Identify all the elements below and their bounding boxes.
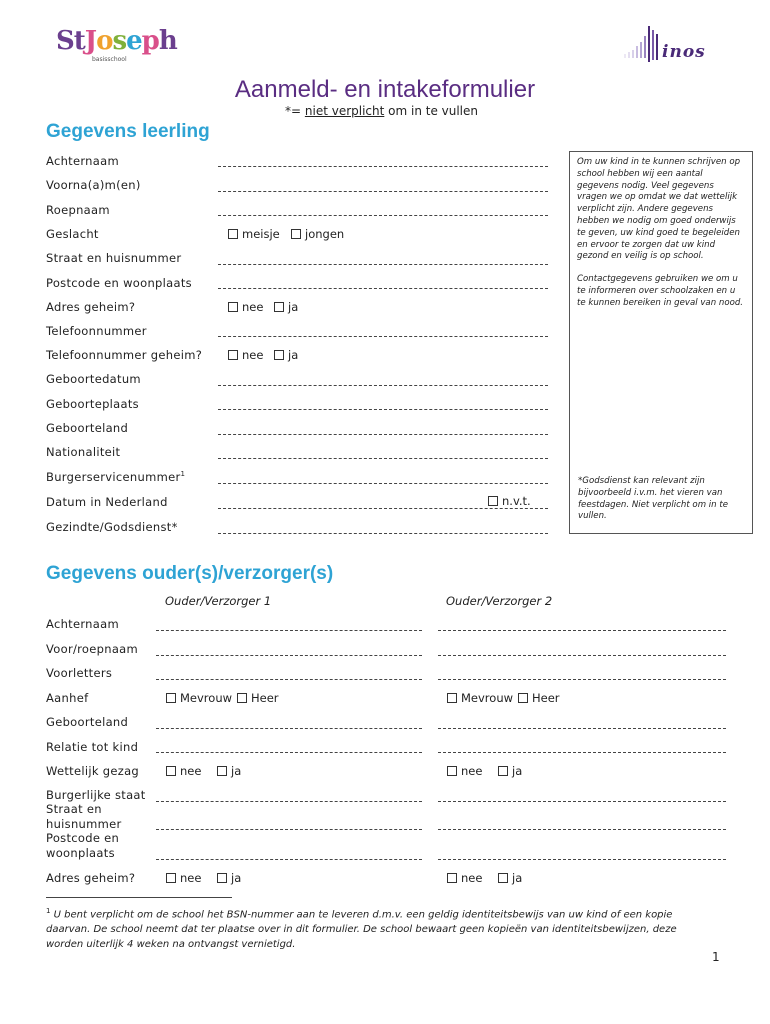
option-meisje-label: meisje xyxy=(242,227,280,241)
column-header-ouder-1: Ouder/Verzorger 1 xyxy=(165,594,272,608)
subtitle-underlined: niet verplicht xyxy=(304,104,385,118)
label-ouder-voornaam: Voor/roepnaam xyxy=(46,642,139,656)
label-ouder-relatie: Relatie tot kind xyxy=(46,740,139,754)
label-straat: Straat en huisnummer xyxy=(46,251,182,265)
info-note-paragraph-1: Om uw kind in te kunnen schrijven op school hebben wij een aantal gegevens nodig. Veel gegevens vragen we op omdat we dat wettelijk verplicht zijn. Andere gegevens hebben we nodig om goed onderwijs te geven, uw kind goed te begeleiden en ervoor te zorgen dat uw kind gezond en veilig is op school. xyxy=(577,157,741,262)
checkbox-ouder1-mevrouw[interactable] xyxy=(166,693,176,703)
option-adres-ja[interactable] xyxy=(274,300,298,314)
footnote-divider xyxy=(46,897,232,898)
option-jongen-label: jongen xyxy=(305,227,345,241)
label-nationaliteit: Nationaliteit xyxy=(46,445,121,459)
input-ouder2-postcode[interactable] xyxy=(438,859,726,860)
label-ouder-geboorteland: Geboorteland xyxy=(46,715,129,729)
label-datum-nl: Datum in Nederland xyxy=(46,495,168,509)
label-ouder-straat: Straat en xyxy=(46,802,102,816)
label-ouder-gezag: Wettelijk gezag xyxy=(46,764,140,778)
input-ouder2-burgerlijke-staat[interactable] xyxy=(438,801,726,802)
option-tel-nee[interactable] xyxy=(228,348,263,362)
checkbox-ouder2-heer[interactable] xyxy=(518,693,528,703)
input-telefoon[interactable] xyxy=(218,336,548,337)
input-roepnaam[interactable] xyxy=(218,215,548,216)
checkbox-ouder1-gezag-nee[interactable] xyxy=(166,766,176,776)
input-ouder2-geboorteland[interactable] xyxy=(438,728,726,729)
option-jongen[interactable] xyxy=(291,227,344,241)
input-ouder1-relatie[interactable] xyxy=(156,752,422,753)
footnote xyxy=(46,904,706,952)
checkbox-ouder1-heer[interactable] xyxy=(237,693,247,703)
bsn-footnote-ref: 1 xyxy=(180,470,186,479)
checkbox-ouder2-adres-nee[interactable] xyxy=(447,873,457,883)
input-nationaliteit[interactable] xyxy=(218,458,548,459)
option-tel-ja-label: ja xyxy=(288,348,299,362)
input-geboorteplaats[interactable] xyxy=(218,409,548,410)
checkbox-ouder2-mevrouw[interactable] xyxy=(447,693,457,703)
inos-logo xyxy=(608,24,720,68)
option-ouder2-heer-label: Heer xyxy=(532,691,560,705)
section-heading-leerling: Gegevens leerling xyxy=(46,121,210,142)
option-nvt[interactable] xyxy=(488,494,531,508)
option-meisje[interactable] xyxy=(228,227,280,241)
label-gezindte: Gezindte/Godsdienst* xyxy=(46,520,178,534)
checkbox-ouder1-adres-nee[interactable] xyxy=(166,873,176,883)
option-ouder1-adres-nee-label: nee xyxy=(180,871,202,885)
label-ouder-adres-geheim: Adres geheim? xyxy=(46,871,136,885)
info-note-box xyxy=(569,151,753,534)
footnote-number: 1 xyxy=(46,907,51,915)
input-postcode[interactable] xyxy=(218,288,548,289)
input-straat[interactable] xyxy=(218,264,548,265)
option-ouder2-adres-nee-label: nee xyxy=(461,871,483,885)
option-nvt-label: n.v.t. xyxy=(502,494,531,508)
footnote-text: U bent verplicht om de school het BSN-nummer aan te leveren d.m.v. een geldig identiteitsbewijs van uw kind of een kopie daarvan. De school neemt dat ter plaatse over in dit formulier. De school bewaart geen kopieën van identiteitsbewijzen, deze worden uiterlijk 4 weken na ontvangst vernietigd. xyxy=(46,909,677,951)
input-ouder1-postcode[interactable] xyxy=(156,859,422,860)
input-ouder2-voornaam[interactable] xyxy=(438,655,726,656)
school-logo-subtitle: basisschool xyxy=(92,56,127,63)
page-number: 1 xyxy=(712,950,720,964)
option-ouder1-heer[interactable] xyxy=(237,691,279,705)
option-ouder1-adres-ja-label: ja xyxy=(231,871,242,885)
input-geboorteland[interactable] xyxy=(218,434,548,435)
option-ouder1-gezag-ja-label: ja xyxy=(231,764,242,778)
input-ouder2-achternaam[interactable] xyxy=(438,630,726,631)
checkbox-tel-nee[interactable] xyxy=(228,350,238,360)
input-ouder1-burgerlijke-staat[interactable] xyxy=(156,801,422,802)
input-ouder1-straat[interactable] xyxy=(156,829,422,830)
column-header-ouder-2: Ouder/Verzorger 2 xyxy=(446,594,553,608)
option-adres-nee[interactable] xyxy=(228,300,263,314)
option-ouder2-mevrouw-label: Mevrouw xyxy=(461,691,514,705)
section-heading-ouders: Gegevens ouder(s)/verzorger(s) xyxy=(46,563,334,584)
option-ouder1-gezag-nee[interactable] xyxy=(166,764,201,778)
label-ouder-postcode: Postcode en xyxy=(46,831,120,845)
input-ouder1-geboorteland[interactable] xyxy=(156,728,422,729)
checkbox-ouder2-gezag-ja[interactable] xyxy=(498,766,508,776)
label-voornamen: Voorna(a)m(en) xyxy=(46,178,141,192)
option-ouder1-adres-ja[interactable] xyxy=(217,871,241,885)
label-ouder-aanhef: Aanhef xyxy=(46,691,89,705)
label-ouder-burgerlijke-staat: Burgerlijke staat xyxy=(46,788,146,802)
label-adres-geheim: Adres geheim? xyxy=(46,300,136,314)
input-ouder2-straat[interactable] xyxy=(438,829,726,830)
checkbox-jongen[interactable] xyxy=(291,229,301,239)
label-geboortedatum: Geboortedatum xyxy=(46,372,141,386)
checkbox-ouder2-adres-ja[interactable] xyxy=(498,873,508,883)
checkbox-meisje[interactable] xyxy=(228,229,238,239)
page-subtitle xyxy=(285,104,478,118)
input-ouder1-achternaam[interactable] xyxy=(156,630,422,631)
input-ouder2-relatie[interactable] xyxy=(438,752,726,753)
option-ouder1-mevrouw[interactable] xyxy=(166,691,232,705)
option-adres-nee-label: nee xyxy=(242,300,264,314)
page-title: Aanmeld- en intakeformulier xyxy=(234,76,536,103)
inos-logo-mark xyxy=(608,24,668,68)
option-ouder1-gezag-ja[interactable] xyxy=(217,764,241,778)
label-geboorteplaats: Geboorteplaats xyxy=(46,397,139,411)
label-ouder-woonplaats: woonplaats xyxy=(46,846,115,860)
input-bsn[interactable] xyxy=(218,483,548,484)
label-geslacht: Geslacht xyxy=(46,227,99,241)
school-logo xyxy=(56,26,177,70)
checkbox-ouder1-gezag-ja[interactable] xyxy=(217,766,227,776)
option-ouder2-heer[interactable] xyxy=(518,691,560,705)
option-tel-nee-label: nee xyxy=(242,348,264,362)
input-ouder1-voornaam[interactable] xyxy=(156,655,422,656)
checkbox-nvt[interactable] xyxy=(488,496,498,506)
label-roepnaam: Roepnaam xyxy=(46,203,110,217)
label-telefoon: Telefoonnummer xyxy=(46,324,147,338)
option-ouder2-adres-ja[interactable] xyxy=(498,871,522,885)
info-note-paragraph-3: *Godsdienst kan relevant zijn bijvoorbeeld i.v.m. het vieren van feestdagen. Niet verplicht om in te vullen. xyxy=(578,476,729,522)
option-ouder2-gezag-ja[interactable] xyxy=(498,764,522,778)
info-note-paragraph-2: Contactgegevens gebruiken we om u te informeren over schoolzaken en u te kunnen bereiken in geval van nood. xyxy=(577,274,744,308)
option-ouder1-gezag-nee-label: nee xyxy=(180,764,202,778)
subtitle-prefix: *= xyxy=(285,104,305,118)
label-postcode: Postcode en woonplaats xyxy=(46,276,192,290)
checkbox-adres-ja[interactable] xyxy=(274,302,284,312)
label-telefoon-geheim: Telefoonnummer geheim? xyxy=(46,348,203,362)
option-ouder1-adres-nee[interactable] xyxy=(166,871,201,885)
option-ouder1-heer-label: Heer xyxy=(251,691,279,705)
option-tel-ja[interactable] xyxy=(274,348,298,362)
school-logo-wordmark: StJoseph xyxy=(56,26,177,56)
input-achternaam[interactable] xyxy=(218,166,548,167)
inos-logo-text: inos xyxy=(662,42,706,62)
label-achternaam: Achternaam xyxy=(46,154,119,168)
checkbox-ouder1-adres-ja[interactable] xyxy=(217,873,227,883)
option-ouder1-mevrouw-label: Mevrouw xyxy=(180,691,233,705)
checkbox-tel-ja[interactable] xyxy=(274,350,284,360)
input-ouder1-voorletters[interactable] xyxy=(156,679,422,680)
option-ouder2-adres-nee[interactable] xyxy=(447,871,482,885)
label-ouder-voorletters: Voorletters xyxy=(46,666,113,680)
input-geboortedatum[interactable] xyxy=(218,385,548,386)
option-ouder2-gezag-nee-label: nee xyxy=(461,764,483,778)
option-ouder2-adres-ja-label: ja xyxy=(512,871,523,885)
checkbox-adres-nee[interactable] xyxy=(228,302,238,312)
input-ouder2-voorletters[interactable] xyxy=(438,679,726,680)
label-bsn-text: Burgerservicenummer xyxy=(46,470,181,484)
checkbox-ouder2-gezag-nee[interactable] xyxy=(447,766,457,776)
option-ouder2-mevrouw[interactable] xyxy=(447,691,513,705)
input-gezindte[interactable] xyxy=(218,533,548,534)
input-datum-nl[interactable] xyxy=(218,508,548,509)
label-ouder-huisnummer: huisnummer xyxy=(46,817,122,831)
label-bsn xyxy=(46,470,185,484)
option-adres-ja-label: ja xyxy=(288,300,299,314)
option-ouder2-gezag-ja-label: ja xyxy=(512,764,523,778)
option-ouder2-gezag-nee[interactable] xyxy=(447,764,482,778)
input-voornamen[interactable] xyxy=(218,191,548,192)
label-geboorteland: Geboorteland xyxy=(46,421,129,435)
label-ouder-achternaam: Achternaam xyxy=(46,617,119,631)
subtitle-suffix: om in te vullen xyxy=(384,104,479,118)
